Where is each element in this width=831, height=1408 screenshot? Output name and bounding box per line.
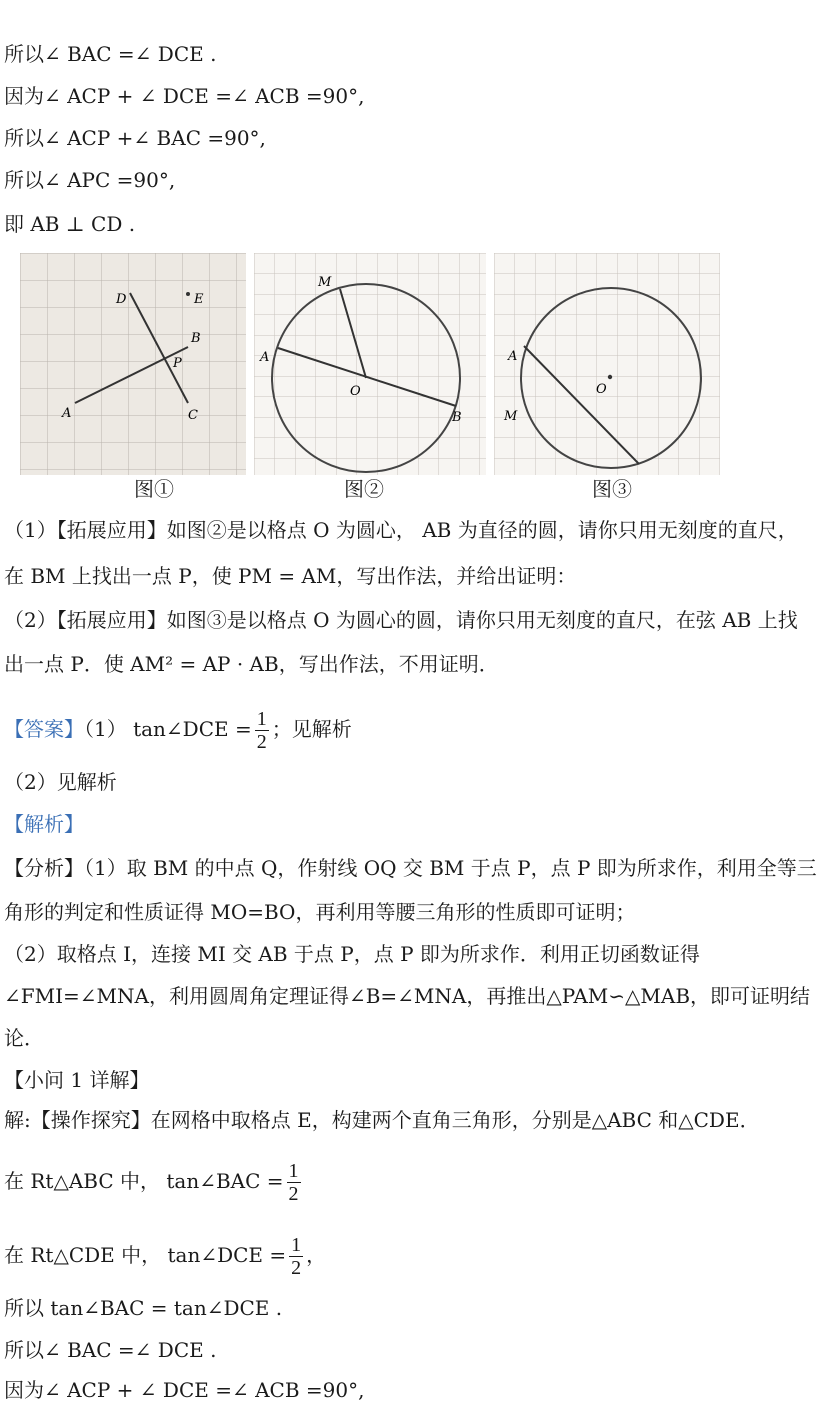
figure-1-grid (20, 253, 246, 475)
fraction: $\frac{1}{2}$ (288, 1160, 299, 1205)
solution-line: 在 Rt△ABC 中， tan∠BAC = $\frac{1}{2}$ (4, 1160, 299, 1205)
solution-line: 解:【操作探究】在网格中取格点 E，构建两个直角三角形，分别是△ABC 和△CDE． (4, 1108, 760, 1132)
figure-strip (20, 253, 720, 475)
answer-1-tail: ；见解析 (271, 717, 352, 741)
analysis-line: 角形的判定和性质证得 MO=BO，再利用等腰三角形的性质即可证明； (4, 900, 636, 924)
text-line: 所以∠ APC =90°, (4, 168, 176, 192)
text-line: 即 AB ⊥ CD . (4, 212, 136, 236)
sub-heading: 【小问 1 详解】 (4, 1068, 150, 1092)
label-d: D (116, 292, 127, 307)
label-c: C (188, 408, 198, 423)
label-o: O (596, 382, 607, 397)
solution-line: 所以 tan∠BAC = tan∠DCE . (4, 1296, 283, 1320)
label-a: A (508, 349, 518, 364)
solution-line: 在 Rt△CDE 中， tan∠DCE = $\frac{1}{2}$ ， (4, 1234, 327, 1279)
answer-1-text: （1） tan∠DCE = (84, 717, 252, 741)
answer-line (4, 708, 352, 753)
question-line: 出一点 P．使 AM² = AP · AB，写出作法，不用证明． (4, 652, 499, 676)
label-b: B (452, 410, 462, 425)
figure-3-caption: 图③ (592, 477, 632, 501)
label-o: O (350, 384, 361, 399)
analysis-line: 论． (4, 1026, 44, 1050)
analysis-line: （2）取格点 I，连接 MI 交 AB 于点 P，点 P 即为所求作．利用正切函数证得 (4, 942, 700, 966)
label-m: M (318, 275, 332, 290)
question-line: （2）【拓展应用】如图③是以格点 O 为圆心的圆，请你只用无刻度的直尺，在弦 AB 上找 (4, 608, 798, 632)
solution-line: 所以∠ BAC =∠ DCE . (4, 1338, 217, 1362)
label-e: E (194, 292, 204, 307)
figure-1-caption: 图① (134, 477, 174, 501)
label-a: A (62, 406, 72, 421)
answer-line: （2）见解析 (4, 770, 117, 794)
analysis-tag: 【解析】 (4, 812, 84, 836)
answer-tag: 【答案】 (4, 717, 84, 741)
solution-line: 因为∠ ACP + ∠ DCE =∠ ACB =90°, (4, 1378, 365, 1402)
fraction: $\frac{1}{2}$ (291, 1234, 302, 1279)
text-line: 所以∠ ACP +∠ BAC =90°, (4, 126, 266, 150)
text-line: 因为∠ ACP + ∠ DCE =∠ ACB =90°, (4, 84, 365, 108)
label-p: P (173, 356, 182, 371)
figure-2-grid (254, 253, 486, 475)
label-m: M (504, 409, 518, 424)
label-a: A (260, 350, 270, 365)
question-line: （1）【拓展应用】如图②是以格点 O 为圆心， AB 为直径的圆，请你只用无刻度的直尺， (4, 518, 798, 542)
figure-3-grid (494, 253, 720, 475)
fraction: $\frac{1}{2}$ (256, 708, 267, 753)
question-line: 在 BM 上找出一点 P，使 PM = AM，写出作法，并给出证明： (4, 564, 577, 588)
analysis-line: 【分析】（1）取 BM 的中点 Q，作射线 OQ 交 BM 于点 P，点 P 即为所求作，利用全等三 (4, 856, 817, 880)
label-b: B (191, 331, 201, 346)
figure-2-caption: 图② (344, 477, 384, 501)
point-e (186, 292, 190, 296)
analysis-line: ∠FMI=∠MNA，利用圆周角定理证得∠B=∠MNA，再推出△PAM∽△MAB，即可证明结 (4, 984, 811, 1008)
point-o (608, 375, 612, 379)
text-line: 所以∠ BAC =∠ DCE . (4, 42, 217, 66)
